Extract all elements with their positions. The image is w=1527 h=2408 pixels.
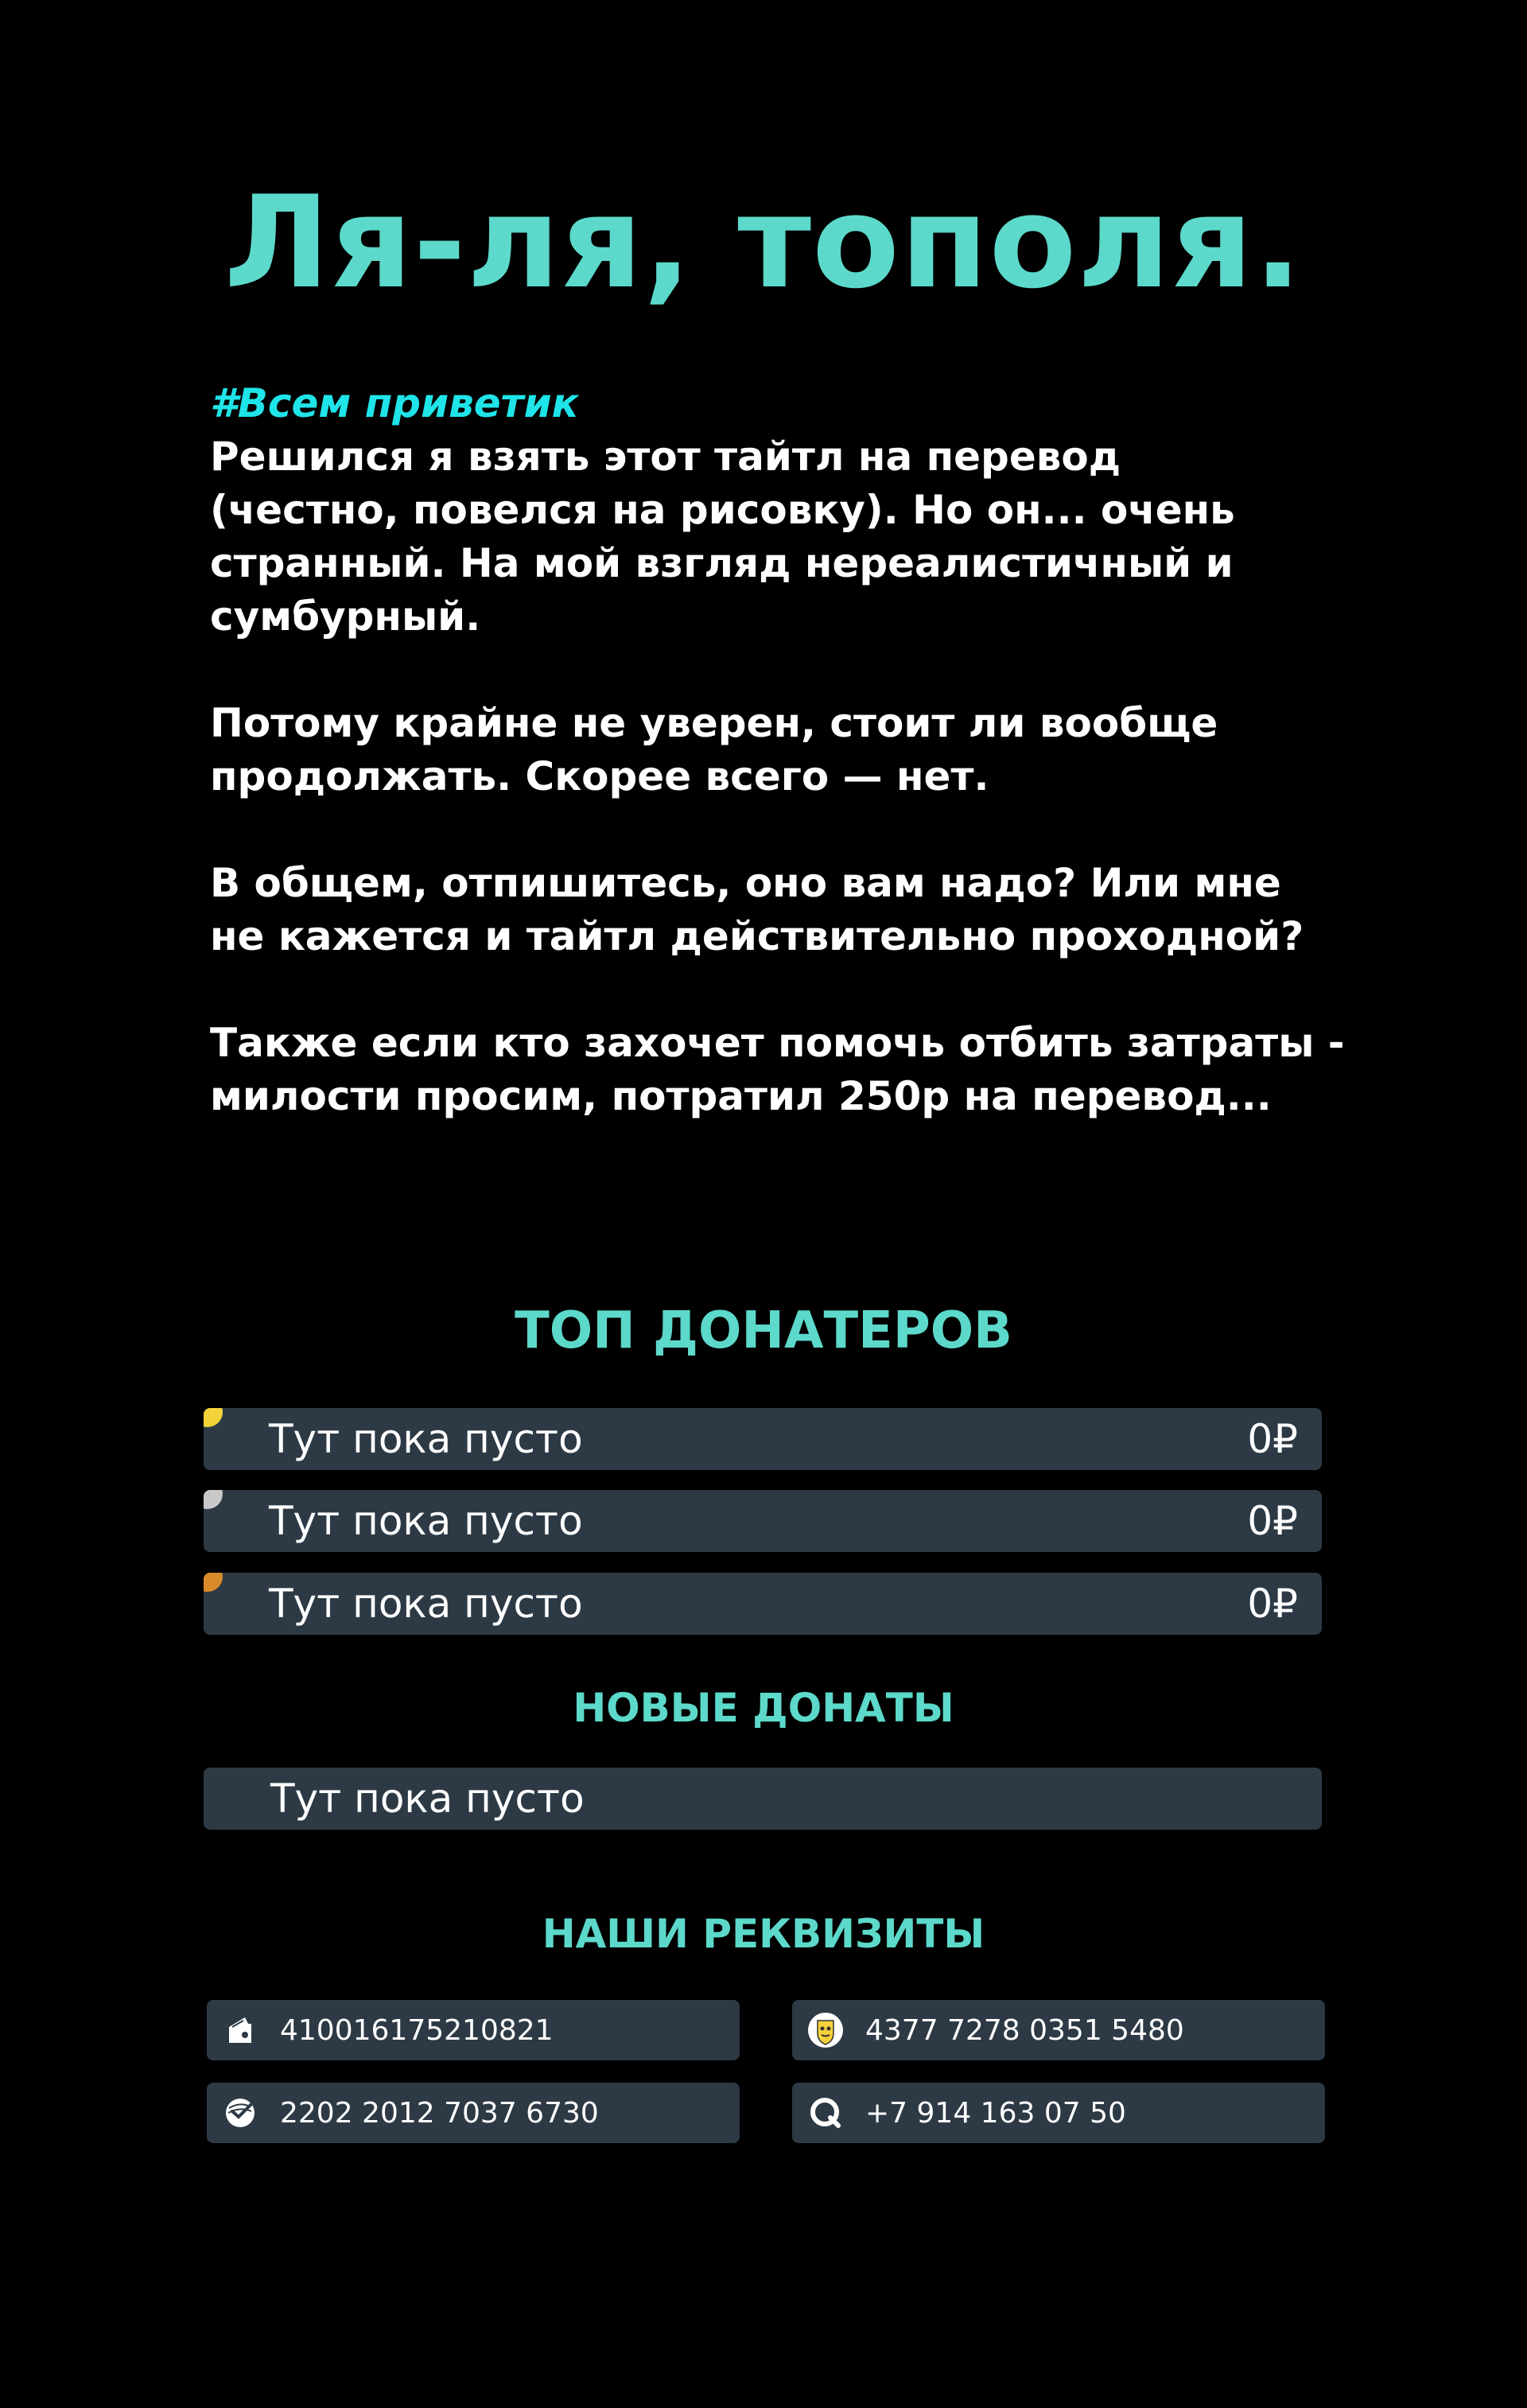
- gold-medal-icon: [204, 1408, 223, 1427]
- silver-medal-icon: [204, 1490, 223, 1509]
- top-donor-row-2: [204, 1490, 1322, 1552]
- sberbank-icon: [221, 2094, 259, 2132]
- intro-paragraph-1: Решился я взять этот тайтл на перевод (честно, повелся на рисовку). Но он... очень странный. На мой взгляд нереалистичный и сумбурный.: [210, 434, 1235, 640]
- requisite-tinkoff[interactable]: [792, 2000, 1325, 2060]
- requisite-yoomoney[interactable]: [207, 2000, 740, 2060]
- requisite-value: 410016175210821: [280, 2013, 554, 2047]
- yoomoney-wallet-icon: [221, 2011, 259, 2049]
- bronze-medal-icon: [204, 1573, 223, 1592]
- donor-name: Тут пока пусто: [269, 1416, 583, 1462]
- top-donors-title: ТОП ДОНАТЕРОВ: [515, 1301, 1012, 1360]
- donation-name: Тут пока пусто: [270, 1776, 585, 1822]
- requisite-qiwi[interactable]: [792, 2083, 1325, 2143]
- donor-amount: 0₽: [1247, 1498, 1298, 1544]
- hashtag-link[interactable]: #Всем приветик: [210, 380, 579, 426]
- intro-text-block: [210, 377, 1387, 1177]
- qiwi-icon: [806, 2094, 845, 2132]
- requisite-sberbank[interactable]: [207, 2083, 740, 2143]
- new-donation-row: [204, 1768, 1322, 1830]
- donor-name: Тут пока пусто: [269, 1498, 583, 1544]
- intro-paragraph-3: В общем, отпишитесь, оно вам надо? Или мне не кажется и тайтл действительно проходной?: [210, 860, 1304, 959]
- donor-name: Тут пока пусто: [269, 1581, 583, 1627]
- intro-paragraph-2: Потому крайне не уверен, стоит ли вообще продолжать. Скорее всего — нет.: [210, 700, 1218, 799]
- top-donor-row-3: [204, 1573, 1322, 1635]
- requisite-value: 4377 7278 0351 5480: [865, 2013, 1184, 2047]
- requisites-title: НАШИ РЕКВИЗИТЫ: [542, 1911, 985, 1957]
- intro-paragraph-4: Также если кто захочет помочь отбить затраты - милости просим, потратил 250р на перевод...: [210, 1020, 1345, 1119]
- donor-amount: 0₽: [1247, 1581, 1298, 1627]
- donor-amount: 0₽: [1247, 1416, 1298, 1462]
- page-title: Ля-ля, тополя.: [223, 168, 1304, 317]
- requisite-value: +7 914 163 07 50: [865, 2096, 1126, 2130]
- top-donor-row-1: [204, 1408, 1322, 1470]
- new-donations-title: НОВЫЕ ДОНАТЫ: [573, 1685, 954, 1731]
- requisite-value: 2202 2012 7037 6730: [280, 2096, 599, 2130]
- tinkoff-bank-icon: [806, 2011, 845, 2049]
